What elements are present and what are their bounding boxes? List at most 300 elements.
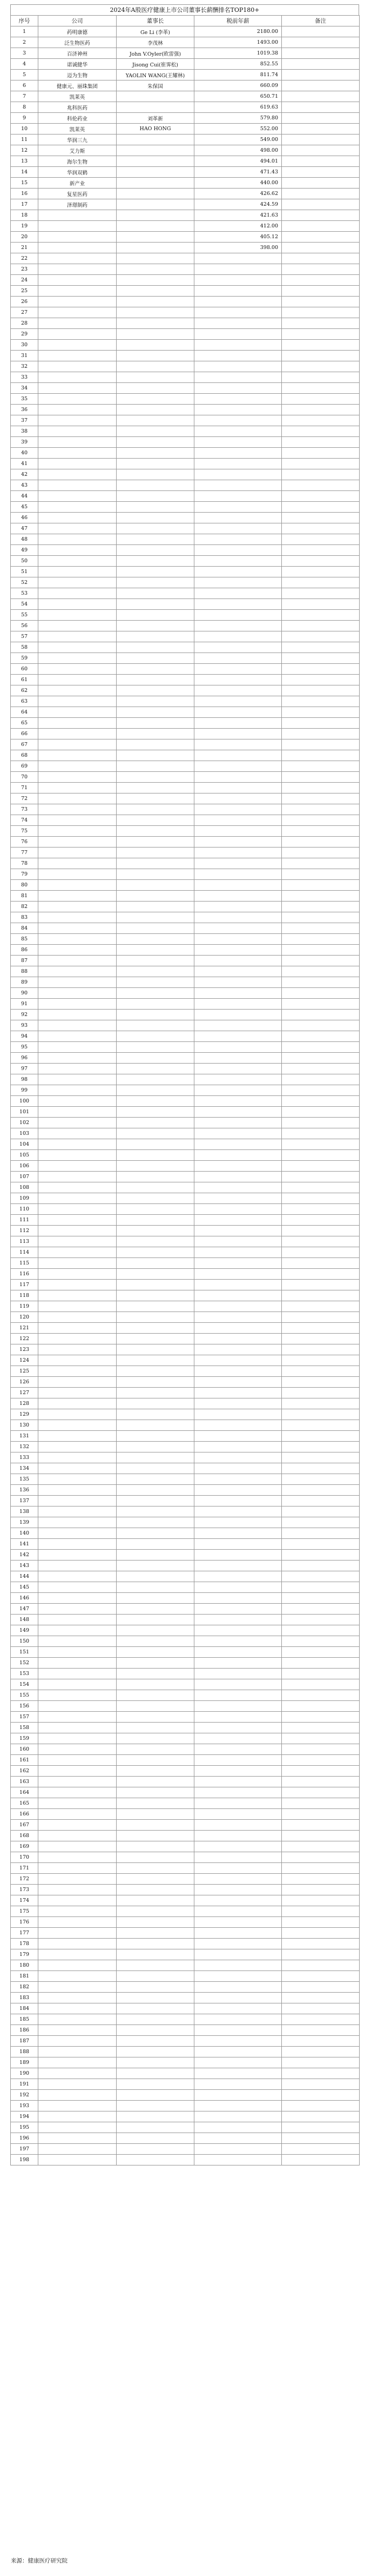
table-cell-company <box>38 848 117 858</box>
table-cell-company <box>38 1496 117 1506</box>
table-cell-rank: 160 <box>11 1744 38 1755</box>
table-cell-company: 华润双鹤 <box>38 167 117 178</box>
table-cell-chairman <box>117 783 194 793</box>
table-cell-rank: 33 <box>11 372 38 383</box>
table-cell-rank: 178 <box>11 1939 38 1949</box>
table-cell-note <box>282 1074 360 1085</box>
table-cell-company <box>38 2025 117 2036</box>
table-cell-note <box>282 1506 360 1517</box>
table-cell-rank: 189 <box>11 2057 38 2068</box>
table-cell-company <box>38 912 117 923</box>
table-row <box>11 134 360 145</box>
table-cell-company <box>38 2047 117 2057</box>
table-cell-company <box>38 1885 117 1895</box>
table-row <box>11 1290 360 1301</box>
table-cell-salary: 498.00 <box>194 145 282 156</box>
table-cell-company <box>38 307 117 318</box>
table-cell-company <box>38 1452 117 1463</box>
table-row <box>11 178 360 189</box>
table-cell-chairman <box>117 1204 194 1215</box>
table-cell-chairman <box>117 1647 194 1658</box>
table-cell-chairman <box>117 772 194 783</box>
table-cell-note <box>282 361 360 372</box>
table-cell-chairman <box>117 264 194 275</box>
table-cell-salary <box>194 1204 282 1215</box>
table-cell-chairman <box>117 1528 194 1539</box>
table-cell-chairman <box>117 804 194 815</box>
table-cell-rank: 56 <box>11 621 38 631</box>
table-cell-note <box>282 1463 360 1474</box>
table-cell-salary <box>194 1150 282 1161</box>
table-cell-rank: 123 <box>11 1344 38 1355</box>
table-row <box>11 459 360 469</box>
table-cell-note <box>282 1831 360 1841</box>
table-cell-note <box>282 1150 360 1161</box>
table-row <box>11 2003 360 2014</box>
table-cell-chairman <box>117 361 194 372</box>
table-cell-company: 海尔生物 <box>38 156 117 167</box>
table-row <box>11 707 360 718</box>
table-row <box>11 1593 360 1604</box>
table-cell-salary <box>194 253 282 264</box>
table-cell-rank: 99 <box>11 1085 38 1096</box>
table-cell-rank: 78 <box>11 858 38 869</box>
table-cell-salary <box>194 361 282 372</box>
table-cell-note <box>282 1733 360 1744</box>
table-cell-salary <box>194 902 282 912</box>
table-cell-chairman <box>117 1701 194 1712</box>
table-cell-company <box>38 253 117 264</box>
table-cell-chairman <box>117 675 194 685</box>
table-cell-note <box>282 210 360 221</box>
table-cell-note <box>282 1615 360 1625</box>
table-cell-salary <box>194 1485 282 1496</box>
table-cell-company <box>38 675 117 685</box>
table-row <box>11 1949 360 1960</box>
table-cell-salary <box>194 664 282 675</box>
table-cell-salary <box>194 2101 282 2111</box>
table-cell-note <box>282 1874 360 1885</box>
table-cell-salary <box>194 1312 282 1323</box>
table-cell-salary <box>194 318 282 329</box>
table-cell-salary <box>194 707 282 718</box>
table-cell-chairman <box>117 156 194 167</box>
table-cell-note <box>282 1939 360 1949</box>
table-cell-salary <box>194 837 282 848</box>
table-cell-chairman <box>117 1820 194 1831</box>
table-cell-rank: 22 <box>11 253 38 264</box>
table-cell-salary <box>194 1323 282 1334</box>
table-cell-company <box>38 405 117 415</box>
table-cell-company: 百济神州 <box>38 48 117 59</box>
table-row <box>11 2068 360 2079</box>
table-row <box>11 1841 360 1852</box>
table-cell-rank: 174 <box>11 1895 38 1906</box>
table-row <box>11 264 360 275</box>
table-cell-rank: 82 <box>11 902 38 912</box>
table-cell-chairman <box>117 1150 194 1161</box>
table-row <box>11 1971 360 1982</box>
table-cell-chairman <box>117 1107 194 1118</box>
table-cell-salary <box>194 685 282 696</box>
table-cell-salary <box>194 761 282 772</box>
table-cell-company <box>38 1398 117 1409</box>
table-cell-note <box>282 2068 360 2079</box>
table-cell-note <box>282 243 360 253</box>
table-cell-rank: 191 <box>11 2079 38 2090</box>
table-row <box>11 1517 360 1528</box>
table-cell-company <box>38 1388 117 1398</box>
table-cell-note <box>282 1496 360 1506</box>
table-cell-salary <box>194 1388 282 1398</box>
table-cell-company <box>38 1172 117 1182</box>
table-cell-rank: 90 <box>11 988 38 999</box>
table-cell-salary: 1019.38 <box>194 48 282 59</box>
table-cell-rank: 107 <box>11 1172 38 1182</box>
table-cell-company <box>38 1010 117 1020</box>
table-cell-chairman <box>117 2155 194 2165</box>
table-cell-salary <box>194 491 282 502</box>
table-cell-rank: 14 <box>11 167 38 178</box>
table-cell-note <box>282 1388 360 1398</box>
table-cell-company <box>38 1917 117 1928</box>
table-cell-chairman <box>117 502 194 513</box>
table-cell-company: 新产业 <box>38 178 117 189</box>
table-cell-company <box>38 415 117 426</box>
table-cell-rank: 42 <box>11 469 38 480</box>
table-row <box>11 1528 360 1539</box>
table-cell-note <box>282 253 360 264</box>
table-cell-salary <box>194 1020 282 1031</box>
table-cell-company <box>38 664 117 675</box>
table-cell-company <box>38 610 117 621</box>
table-cell-salary <box>194 1096 282 1107</box>
table-cell-chairman <box>117 2036 194 2047</box>
table-cell-company <box>38 2101 117 2111</box>
table-cell-salary <box>194 1852 282 1863</box>
table-cell-rank: 58 <box>11 642 38 653</box>
table-cell-note <box>282 999 360 1010</box>
table-cell-chairman <box>117 1777 194 1787</box>
table-cell-salary <box>194 1031 282 1042</box>
table-cell-note <box>282 2090 360 2101</box>
table-cell-rank: 180 <box>11 1960 38 1971</box>
table-row <box>11 815 360 826</box>
table-cell-salary <box>194 275 282 286</box>
table-cell-company <box>38 2068 117 2079</box>
table-cell-note <box>282 26 360 37</box>
table-cell-chairman <box>117 1615 194 1625</box>
table-cell-salary <box>194 1733 282 1744</box>
table-row <box>11 1452 360 1463</box>
table-cell-company: 凯莱英 <box>38 124 117 134</box>
header-note: 备注 <box>282 16 360 26</box>
table-row <box>11 1561 360 1571</box>
table-row <box>11 739 360 750</box>
table-cell-salary <box>194 1593 282 1604</box>
table-cell-rank: 79 <box>11 869 38 880</box>
table-cell-salary <box>194 383 282 394</box>
table-cell-chairman: Jisong Cui(崔霁松) <box>117 59 194 70</box>
table-cell-note <box>282 145 360 156</box>
table-cell-chairman <box>117 1636 194 1647</box>
table-row <box>11 2090 360 2101</box>
table-cell-note <box>282 37 360 48</box>
table-cell-note <box>282 1420 360 1431</box>
table-row <box>11 1906 360 1917</box>
table-cell-company <box>38 1669 117 1679</box>
table-cell-rank: 91 <box>11 999 38 1010</box>
table-cell-rank: 131 <box>11 1431 38 1442</box>
table-cell-note <box>282 2155 360 2165</box>
table-cell-rank: 111 <box>11 1215 38 1226</box>
table-cell-note <box>282 1010 360 1020</box>
table-row <box>11 1658 360 1669</box>
table-cell-chairman <box>117 1355 194 1366</box>
table-cell-note <box>282 599 360 610</box>
table-cell-rank: 198 <box>11 2155 38 2165</box>
table-cell-chairman <box>117 610 194 621</box>
table-row <box>11 1506 360 1517</box>
table-cell-company <box>38 1658 117 1669</box>
table-row <box>11 448 360 459</box>
table-cell-note <box>282 1474 360 1485</box>
table-cell-salary <box>194 329 282 340</box>
table-cell-company <box>38 1615 117 1625</box>
table-cell-chairman <box>117 1582 194 1593</box>
table-cell-salary <box>194 2036 282 2047</box>
table-cell-note <box>282 199 360 210</box>
table-cell-rank: 197 <box>11 2144 38 2155</box>
table-row <box>11 405 360 415</box>
table-cell-salary <box>194 1939 282 1949</box>
table-cell-note <box>282 642 360 653</box>
table-cell-chairman <box>117 1388 194 1398</box>
table-row <box>11 1182 360 1193</box>
table-cell-rank: 6 <box>11 80 38 91</box>
table-cell-chairman <box>117 1874 194 1885</box>
table-cell-salary <box>194 1960 282 1971</box>
table-cell-note <box>282 134 360 145</box>
table-row <box>11 286 360 297</box>
table-cell-note <box>282 1679 360 1690</box>
table-cell-rank: 183 <box>11 1993 38 2003</box>
table-cell-salary <box>194 718 282 729</box>
table-cell-note <box>282 739 360 750</box>
table-cell-company <box>38 1312 117 1323</box>
table-cell-rank: 37 <box>11 415 38 426</box>
table-cell-salary <box>194 1669 282 1679</box>
table-cell-salary <box>194 1301 282 1312</box>
table-row <box>11 1939 360 1949</box>
table-cell-note <box>282 675 360 685</box>
table-cell-company <box>38 577 117 588</box>
table-cell-rank: 30 <box>11 340 38 351</box>
table-cell-salary <box>194 1182 282 1193</box>
table-cell-company <box>38 1625 117 1636</box>
table-cell-chairman <box>117 1885 194 1895</box>
table-cell-salary <box>194 469 282 480</box>
table-cell-chairman <box>117 1658 194 1669</box>
table-cell-salary <box>194 621 282 631</box>
table-cell-rank: 48 <box>11 534 38 545</box>
table-cell-salary <box>194 2003 282 2014</box>
table-cell-salary <box>194 1874 282 1885</box>
table-cell-rank: 120 <box>11 1312 38 1323</box>
table-cell-note <box>282 902 360 912</box>
table-row <box>11 1885 360 1895</box>
table-cell-company <box>38 1420 117 1431</box>
table-cell-chairman: 刘革新 <box>117 113 194 124</box>
table-cell-note <box>282 340 360 351</box>
table-cell-salary <box>194 815 282 826</box>
table-cell-chairman <box>117 1939 194 1949</box>
table-cell-company <box>38 1236 117 1247</box>
table-cell-note <box>282 1161 360 1172</box>
table-row <box>11 1193 360 1204</box>
table-cell-company <box>38 1863 117 1874</box>
table-cell-note <box>282 1409 360 1420</box>
table-cell-company <box>38 653 117 664</box>
table-cell-salary <box>194 1993 282 2003</box>
table-cell-salary: 494.01 <box>194 156 282 167</box>
table-cell-note <box>282 1712 360 1723</box>
table-row <box>11 372 360 383</box>
table-cell-note <box>282 837 360 848</box>
table-cell-salary <box>194 1269 282 1280</box>
table-row <box>11 1388 360 1398</box>
table-row <box>11 750 360 761</box>
table-cell-note <box>282 1247 360 1258</box>
table-cell-company <box>38 880 117 891</box>
table-cell-chairman: John V.Oyler(欧雷强) <box>117 48 194 59</box>
table-cell-company: 复星医药 <box>38 189 117 199</box>
table-cell-chairman <box>117 1085 194 1096</box>
table-row <box>11 2144 360 2155</box>
table-cell-company <box>38 1787 117 1798</box>
table-cell-company <box>38 1777 117 1787</box>
table-cell-note <box>282 1625 360 1636</box>
table-cell-salary <box>194 631 282 642</box>
table-row <box>11 621 360 631</box>
table-cell-company <box>38 2144 117 2155</box>
table-cell-company <box>38 1949 117 1960</box>
table-cell-company <box>38 1301 117 1312</box>
table-cell-rank: 162 <box>11 1766 38 1777</box>
table-cell-chairman <box>117 1236 194 1247</box>
table-cell-rank: 11 <box>11 134 38 145</box>
table-row <box>11 804 360 815</box>
table-cell-company <box>38 826 117 837</box>
table-cell-rank: 51 <box>11 567 38 577</box>
table-cell-salary <box>194 1377 282 1388</box>
table-row <box>11 394 360 405</box>
table-cell-rank: 62 <box>11 685 38 696</box>
table-cell-chairman: YAOLIN WANG(王耀林) <box>117 70 194 80</box>
table-row <box>11 437 360 448</box>
table-cell-company <box>38 1550 117 1561</box>
table-cell-chairman <box>117 1366 194 1377</box>
table-cell-rank: 147 <box>11 1604 38 1615</box>
table-cell-salary <box>194 848 282 858</box>
table-cell-note <box>282 1820 360 1831</box>
table-cell-salary <box>194 1604 282 1615</box>
table-cell-chairman <box>117 761 194 772</box>
table-cell-note <box>282 2144 360 2155</box>
table-row <box>11 567 360 577</box>
table-cell-chairman <box>117 621 194 631</box>
table-cell-rank: 102 <box>11 1118 38 1128</box>
table-cell-salary <box>194 2122 282 2133</box>
table-cell-note <box>282 1215 360 1226</box>
table-cell-note <box>282 351 360 361</box>
table-cell-company <box>38 2155 117 2165</box>
table-cell-note <box>282 1604 360 1615</box>
table-cell-salary <box>194 1107 282 1118</box>
table-cell-salary <box>194 286 282 297</box>
table-row <box>11 988 360 999</box>
table-cell-note <box>282 707 360 718</box>
table-row <box>11 145 360 156</box>
table-cell-note <box>282 934 360 945</box>
table-cell-company <box>38 361 117 372</box>
table-cell-salary <box>194 696 282 707</box>
table-row <box>11 156 360 167</box>
table-cell-rank: 101 <box>11 1107 38 1118</box>
sheet-title: 2024年A股医疗健康上市公司董事长薪酬排名TOP180+ <box>10 4 359 15</box>
table-cell-salary: 2180.00 <box>194 26 282 37</box>
table-cell-salary: 405.12 <box>194 232 282 243</box>
table-cell-rank: 17 <box>11 199 38 210</box>
table-cell-note <box>282 891 360 902</box>
table-cell-rank: 172 <box>11 1874 38 1885</box>
table-row <box>11 1398 360 1409</box>
table-row <box>11 1636 360 1647</box>
table-row <box>11 1431 360 1442</box>
table-cell-chairman <box>117 1593 194 1604</box>
table-cell-salary <box>194 415 282 426</box>
table-cell-rank: 49 <box>11 545 38 556</box>
table-row <box>11 318 360 329</box>
table-cell-rank: 188 <box>11 2047 38 2057</box>
table-cell-rank: 57 <box>11 631 38 642</box>
table-cell-company <box>38 696 117 707</box>
table-cell-salary <box>194 1766 282 1777</box>
table-cell-company: 凯莱英 <box>38 91 117 102</box>
table-row <box>11 718 360 729</box>
table-cell-rank: 106 <box>11 1161 38 1172</box>
table-cell-chairman <box>117 1787 194 1798</box>
table-cell-rank: 176 <box>11 1917 38 1928</box>
table-cell-salary <box>194 826 282 837</box>
table-row <box>11 1064 360 1074</box>
table-cell-company <box>38 545 117 556</box>
table-row <box>11 1344 360 1355</box>
table-cell-rank: 109 <box>11 1193 38 1204</box>
table-cell-rank: 181 <box>11 1971 38 1982</box>
table-cell-salary <box>194 513 282 523</box>
table-cell-note <box>282 534 360 545</box>
table-cell-rank: 127 <box>11 1388 38 1398</box>
table-cell-company <box>38 459 117 469</box>
table-cell-chairman <box>117 2111 194 2122</box>
table-cell-chairman <box>117 1517 194 1528</box>
table-cell-note <box>282 1193 360 1204</box>
table-cell-salary <box>194 1064 282 1074</box>
table-cell-chairman <box>117 1712 194 1723</box>
table-cell-salary <box>194 956 282 966</box>
table-cell-rank: 105 <box>11 1150 38 1161</box>
